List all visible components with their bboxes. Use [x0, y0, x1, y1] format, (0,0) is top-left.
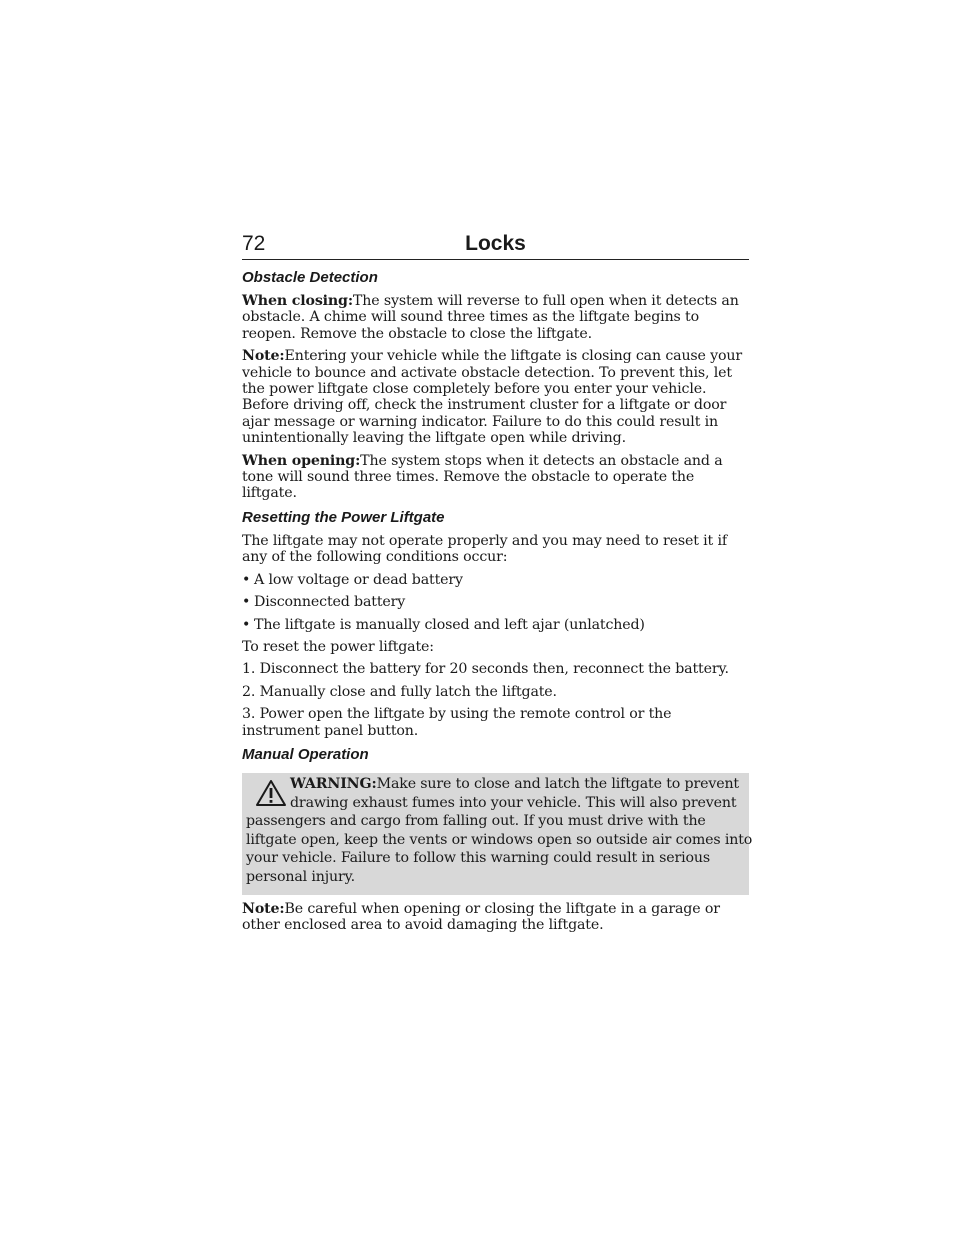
manual-note-text: Be careful when opening or closing the liftgate in a garage or other enclosed area to avoid damaging the liftgate. [242, 900, 720, 933]
warning-line: liftgate open, keep the vents or windows open so outside air comes into [246, 831, 753, 848]
note-paragraph [242, 348, 749, 446]
reset-intro: To reset the power liftgate: [242, 638, 434, 655]
list-item-text: A low voltage or dead battery [254, 571, 463, 588]
list-item [242, 617, 749, 633]
list-item-text: Disconnected battery [254, 594, 406, 611]
when-closing-label: When closing: [242, 293, 353, 309]
note-label: Note: [242, 348, 285, 365]
warning-box [242, 773, 753, 895]
page-content [242, 268, 753, 939]
bullet-icon: • [242, 571, 251, 588]
manual-note-paragraph [242, 901, 749, 934]
section-title: Locks [465, 232, 526, 255]
warning-label: WARNING: [290, 775, 377, 792]
warning-line: personal injury. [246, 868, 355, 885]
manual-note-label: Note: [242, 900, 285, 917]
reset-step-1: 1. Disconnect the battery for 20 seconds then, reconnect the battery. [242, 661, 729, 678]
reset-step-3: 3. Power open the liftgate by using the remote control or the instrument panel button. [242, 706, 672, 739]
bullet-icon: • [242, 616, 251, 633]
reset-step-2: 2. Manually close and fully latch the liftgate. [242, 683, 557, 700]
warning-triangle-icon [255, 779, 287, 807]
warning-line: drawing exhaust fumes into your vehicle. This will also prevent [290, 794, 737, 811]
list-item [242, 572, 749, 588]
resetting-intro: The liftgate may not operate properly and you may need to reset it if any of the following conditions occur: [242, 532, 727, 566]
note-text: Entering your vehicle while the liftgate is closing can cause your vehicle to bounce and activate obstacle detection. To prevent this, let the power liftgate close completely before you enter your vehicle. Before driving off, check the instrument cluster for a liftgate or door ajar message or warning indicator. Failure to do this could result in unintentionally leaving the liftgate open while driving. [242, 348, 743, 447]
warning-line: passengers and cargo from falling out. If you must drive with the [246, 813, 706, 830]
obstacle-detection-heading: Obstacle Detection [242, 269, 378, 286]
list-item [242, 594, 749, 610]
list-item-text: The liftgate is manually closed and left ajar (unlatched) [254, 616, 645, 633]
page-header [242, 232, 749, 260]
when-closing-text: The system will reverse to full open when it detects an obstacle. A chime will sound three times as the liftgate begins to reopen. Remove the obstacle to close the liftgate. [242, 293, 739, 342]
warning-line [246, 775, 745, 794]
when-opening-paragraph [242, 453, 749, 502]
when-closing-paragraph [242, 293, 749, 342]
manual-operation-heading: Manual Operation [242, 745, 369, 763]
page-number: 72 [242, 232, 266, 255]
warning-line: your vehicle. Failure to follow this warning could result in serious [246, 850, 711, 867]
resetting-heading: Resetting the Power Liftgate [242, 508, 445, 526]
bullet-icon: • [242, 594, 251, 611]
warning-text: Make sure to close and latch the liftgate to prevent [376, 775, 739, 792]
when-opening-text: The system stops when it detects an obstacle and a tone will sound three times. Remove the obstacle to operate the liftgate. [242, 452, 723, 502]
when-opening-label: When opening: [242, 452, 361, 469]
